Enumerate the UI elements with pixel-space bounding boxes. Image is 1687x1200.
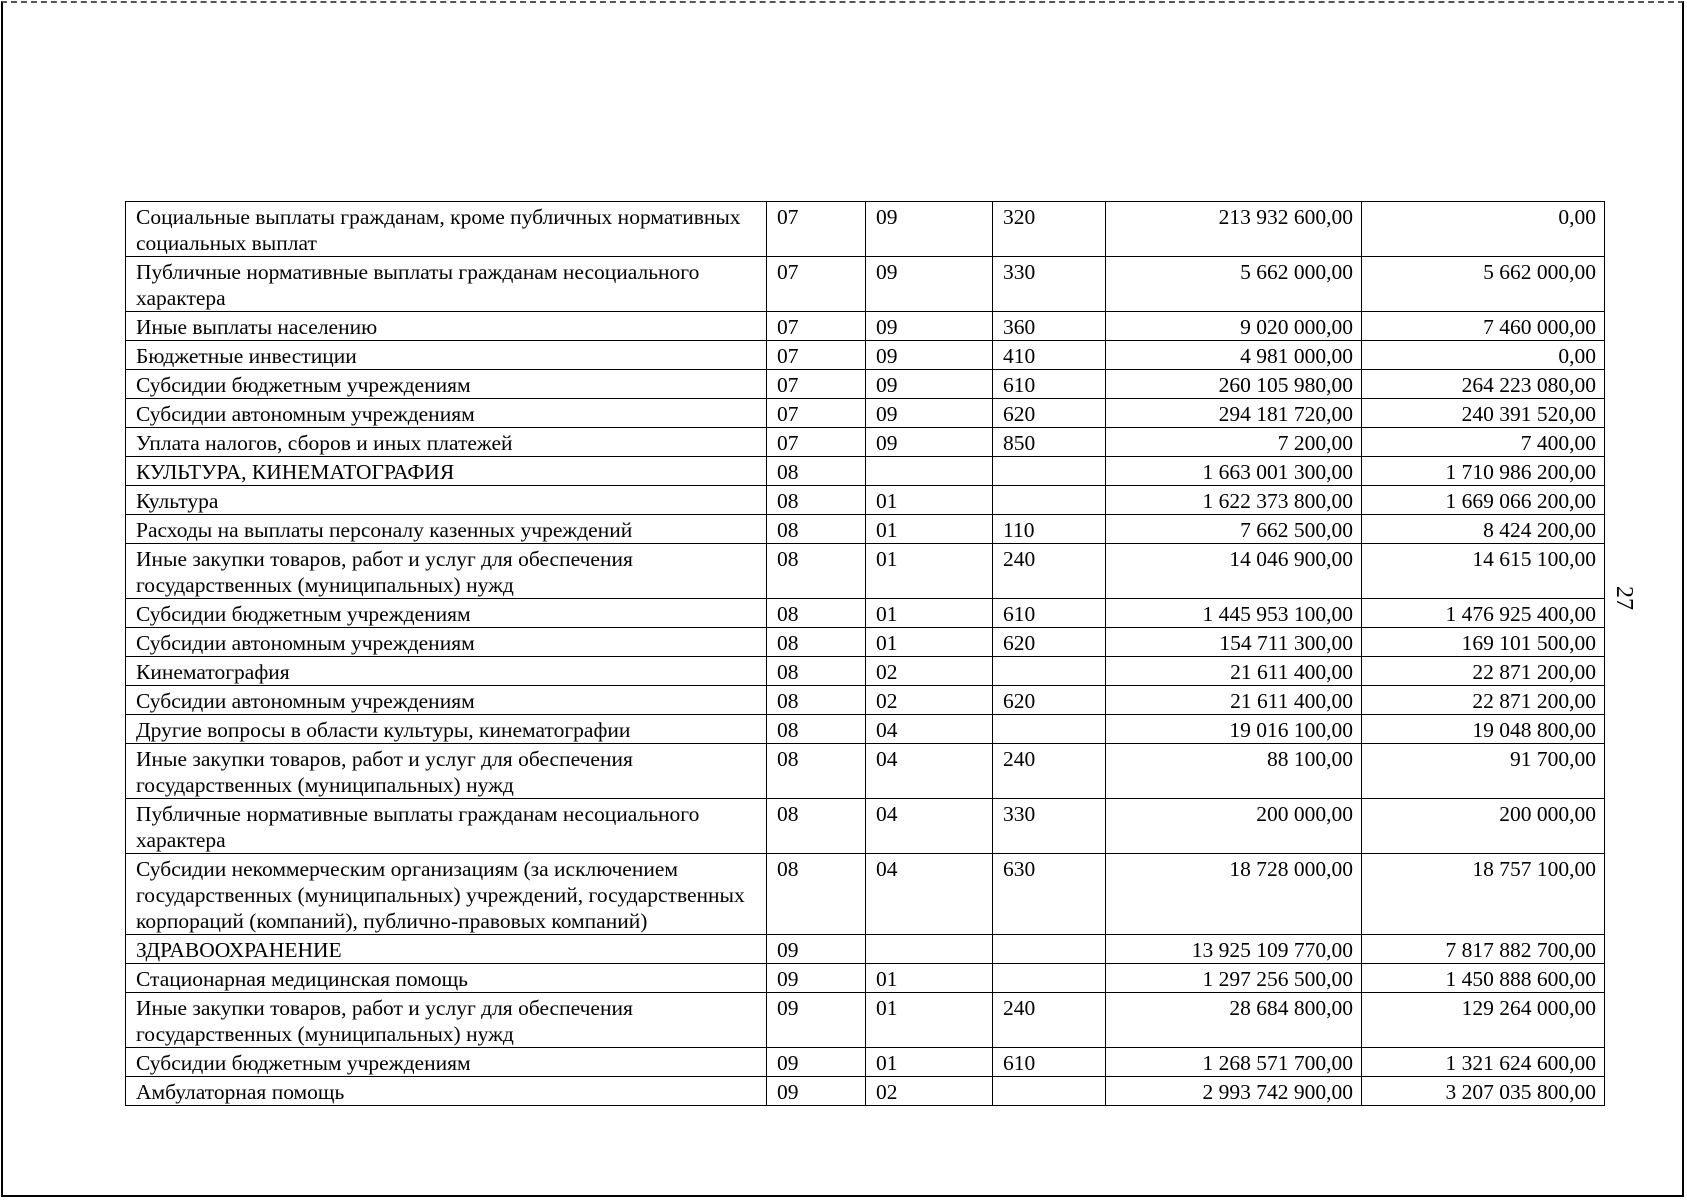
amount-year-2-cell: 22 871 200,00 (1362, 657, 1605, 686)
expense-type-code-cell (993, 935, 1106, 964)
section-code-cell: 08 (767, 515, 866, 544)
amount-year-1-cell: 21 611 400,00 (1106, 686, 1362, 715)
expense-type-code-cell: 630 (993, 854, 1106, 935)
subsection-code-cell: 01 (866, 599, 993, 628)
amount-year-2-cell: 19 048 800,00 (1362, 715, 1605, 744)
section-code-cell: 09 (767, 964, 866, 993)
subsection-code-cell: 04 (866, 715, 993, 744)
amount-year-2-cell: 200 000,00 (1362, 799, 1605, 854)
amount-year-2-cell: 8 424 200,00 (1362, 515, 1605, 544)
amount-year-2-cell: 240 391 520,00 (1362, 399, 1605, 428)
expense-name-cell: Амбулаторная помощь (126, 1077, 767, 1106)
amount-year-1-cell: 28 684 800,00 (1106, 993, 1362, 1048)
expense-type-code-cell: 320 (993, 202, 1106, 257)
table-row (126, 544, 1605, 599)
subsection-code-cell (866, 457, 993, 486)
expense-name-cell: Уплата налогов, сборов и иных платежей (126, 428, 767, 457)
amount-year-2-cell: 1 710 986 200,00 (1362, 457, 1605, 486)
subsection-code-cell: 09 (866, 399, 993, 428)
subsection-code-cell: 01 (866, 964, 993, 993)
amount-year-2-cell: 22 871 200,00 (1362, 686, 1605, 715)
section-code-cell: 08 (767, 457, 866, 486)
subsection-code-cell: 09 (866, 257, 993, 312)
amount-year-1-cell: 88 100,00 (1106, 744, 1362, 799)
expense-type-code-cell: 110 (993, 515, 1106, 544)
table-row (126, 370, 1605, 399)
expense-type-code-cell: 240 (993, 993, 1106, 1048)
section-code-cell: 09 (767, 1077, 866, 1106)
amount-year-1-cell: 14 046 900,00 (1106, 544, 1362, 599)
section-code-cell: 08 (767, 544, 866, 599)
section-code-cell: 08 (767, 854, 866, 935)
section-code-cell: 08 (767, 599, 866, 628)
subsection-code-cell: 02 (866, 1077, 993, 1106)
budget-table (125, 201, 1605, 1106)
expense-type-code-cell: 610 (993, 1048, 1106, 1077)
table-row (126, 657, 1605, 686)
expense-name-cell: Субсидии бюджетным учреждениям (126, 599, 767, 628)
amount-year-2-cell: 264 223 080,00 (1362, 370, 1605, 399)
section-code-cell: 07 (767, 428, 866, 457)
table-row (126, 628, 1605, 657)
section-code-cell: 09 (767, 1048, 866, 1077)
section-code-cell: 07 (767, 370, 866, 399)
expense-type-code-cell: 610 (993, 370, 1106, 399)
table-row (126, 1077, 1605, 1106)
subsection-code-cell: 09 (866, 428, 993, 457)
expense-name-cell: Социальные выплаты гражданам, кроме публичных нормативных социальных выплат (126, 202, 767, 257)
subsection-code-cell: 01 (866, 628, 993, 657)
table-row (126, 993, 1605, 1048)
expense-type-code-cell: 330 (993, 799, 1106, 854)
expense-type-code-cell: 240 (993, 744, 1106, 799)
section-code-cell: 08 (767, 486, 866, 515)
section-code-cell: 08 (767, 686, 866, 715)
section-code-cell: 09 (767, 935, 866, 964)
section-code-cell: 07 (767, 257, 866, 312)
expense-name-cell: Публичные нормативные выплаты гражданам несоциального характера (126, 799, 767, 854)
expense-name-cell: Субсидии бюджетным учреждениям (126, 1048, 767, 1077)
expense-name-cell: Расходы на выплаты персоналу казенных учреждений (126, 515, 767, 544)
amount-year-1-cell: 7 200,00 (1106, 428, 1362, 457)
expense-name-cell: Субсидии автономным учреждениям (126, 628, 767, 657)
expense-name-cell: Другие вопросы в области культуры, кинематографии (126, 715, 767, 744)
subsection-code-cell: 01 (866, 544, 993, 599)
amount-year-1-cell: 4 981 000,00 (1106, 341, 1362, 370)
subsection-code-cell: 04 (866, 799, 993, 854)
expense-name-cell: Субсидии автономным учреждениям (126, 686, 767, 715)
expense-name-cell: Иные выплаты населению (126, 312, 767, 341)
amount-year-2-cell: 91 700,00 (1362, 744, 1605, 799)
budget-table-body (126, 202, 1605, 1106)
amount-year-1-cell: 200 000,00 (1106, 799, 1362, 854)
amount-year-1-cell: 2 993 742 900,00 (1106, 1077, 1362, 1106)
expense-name-cell: ЗДРАВООХРАНЕНИЕ (126, 935, 767, 964)
subsection-code-cell: 09 (866, 312, 993, 341)
amount-year-2-cell: 7 400,00 (1362, 428, 1605, 457)
amount-year-1-cell: 21 611 400,00 (1106, 657, 1362, 686)
subsection-code-cell: 02 (866, 686, 993, 715)
expense-type-code-cell: 410 (993, 341, 1106, 370)
amount-year-2-cell: 3 207 035 800,00 (1362, 1077, 1605, 1106)
amount-year-1-cell: 9 020 000,00 (1106, 312, 1362, 341)
expense-name-cell: Иные закупки товаров, работ и услуг для обеспечения государственных (муниципальных) нужд (126, 993, 767, 1048)
table-row (126, 599, 1605, 628)
amount-year-2-cell: 1 450 888 600,00 (1362, 964, 1605, 993)
expense-type-code-cell: 240 (993, 544, 1106, 599)
subsection-code-cell (866, 935, 993, 964)
expense-name-cell: Бюджетные инвестиции (126, 341, 767, 370)
table-row (126, 715, 1605, 744)
subsection-code-cell: 01 (866, 993, 993, 1048)
expense-type-code-cell (993, 486, 1106, 515)
amount-year-2-cell: 7 817 882 700,00 (1362, 935, 1605, 964)
expense-name-cell: Стационарная медицинская помощь (126, 964, 767, 993)
amount-year-1-cell: 19 016 100,00 (1106, 715, 1362, 744)
expense-type-code-cell (993, 657, 1106, 686)
section-code-cell: 07 (767, 202, 866, 257)
table-row (126, 744, 1605, 799)
table-row (126, 399, 1605, 428)
table-row (126, 312, 1605, 341)
section-code-cell: 07 (767, 399, 866, 428)
expense-type-code-cell: 330 (993, 257, 1106, 312)
expense-type-code-cell (993, 1077, 1106, 1106)
table-row (126, 457, 1605, 486)
subsection-code-cell: 04 (866, 854, 993, 935)
expense-name-cell: Субсидии некоммерческим организациям (за исключением государственных (муниципальных) учреждений, государственных корпораций (компаний), публично-правовых компаний) (126, 854, 767, 935)
amount-year-2-cell: 5 662 000,00 (1362, 257, 1605, 312)
amount-year-2-cell: 0,00 (1362, 341, 1605, 370)
expense-type-code-cell: 850 (993, 428, 1106, 457)
table-row (126, 257, 1605, 312)
amount-year-1-cell: 294 181 720,00 (1106, 399, 1362, 428)
expense-name-cell: КУЛЬТУРА, КИНЕМАТОГРАФИЯ (126, 457, 767, 486)
expense-name-cell: Субсидии бюджетным учреждениям (126, 370, 767, 399)
expense-type-code-cell: 620 (993, 399, 1106, 428)
table-row (126, 515, 1605, 544)
table-row (126, 935, 1605, 964)
section-code-cell: 08 (767, 715, 866, 744)
expense-name-cell: Кинематография (126, 657, 767, 686)
amount-year-2-cell: 7 460 000,00 (1362, 312, 1605, 341)
expense-type-code-cell: 620 (993, 628, 1106, 657)
subsection-code-cell: 02 (866, 657, 993, 686)
section-code-cell: 08 (767, 744, 866, 799)
expense-name-cell: Субсидии автономным учреждениям (126, 399, 767, 428)
page-number: 27 (1611, 586, 1637, 610)
expense-name-cell: Иные закупки товаров, работ и услуг для обеспечения государственных (муниципальных) нужд (126, 744, 767, 799)
table-row (126, 964, 1605, 993)
table-row (126, 686, 1605, 715)
subsection-code-cell: 01 (866, 486, 993, 515)
amount-year-2-cell: 18 757 100,00 (1362, 854, 1605, 935)
amount-year-2-cell: 0,00 (1362, 202, 1605, 257)
amount-year-2-cell: 1 321 624 600,00 (1362, 1048, 1605, 1077)
amount-year-1-cell: 1 663 001 300,00 (1106, 457, 1362, 486)
expense-name-cell: Культура (126, 486, 767, 515)
section-code-cell: 07 (767, 341, 866, 370)
table-row (126, 341, 1605, 370)
section-code-cell: 09 (767, 993, 866, 1048)
expense-type-code-cell (993, 715, 1106, 744)
amount-year-1-cell: 1 268 571 700,00 (1106, 1048, 1362, 1077)
table-row (126, 486, 1605, 515)
subsection-code-cell: 01 (866, 1048, 993, 1077)
subsection-code-cell: 04 (866, 744, 993, 799)
amount-year-1-cell: 1 445 953 100,00 (1106, 599, 1362, 628)
amount-year-1-cell: 13 925 109 770,00 (1106, 935, 1362, 964)
section-code-cell: 08 (767, 657, 866, 686)
amount-year-1-cell: 7 662 500,00 (1106, 515, 1362, 544)
amount-year-1-cell: 260 105 980,00 (1106, 370, 1362, 399)
amount-year-2-cell: 1 669 066 200,00 (1362, 486, 1605, 515)
subsection-code-cell: 09 (866, 370, 993, 399)
section-code-cell: 08 (767, 799, 866, 854)
section-code-cell: 08 (767, 628, 866, 657)
subsection-code-cell: 09 (866, 341, 993, 370)
amount-year-1-cell: 1 622 373 800,00 (1106, 486, 1362, 515)
table-row (126, 1048, 1605, 1077)
expense-type-code-cell: 610 (993, 599, 1106, 628)
expense-name-cell: Иные закупки товаров, работ и услуг для обеспечения государственных (муниципальных) нужд (126, 544, 767, 599)
amount-year-1-cell: 213 932 600,00 (1106, 202, 1362, 257)
amount-year-2-cell: 14 615 100,00 (1362, 544, 1605, 599)
table-row (126, 202, 1605, 257)
amount-year-1-cell: 1 297 256 500,00 (1106, 964, 1362, 993)
amount-year-2-cell: 1 476 925 400,00 (1362, 599, 1605, 628)
expense-type-code-cell (993, 964, 1106, 993)
table-row (126, 799, 1605, 854)
amount-year-2-cell: 129 264 000,00 (1362, 993, 1605, 1048)
amount-year-1-cell: 5 662 000,00 (1106, 257, 1362, 312)
table-row (126, 854, 1605, 935)
section-code-cell: 07 (767, 312, 866, 341)
subsection-code-cell: 01 (866, 515, 993, 544)
expense-type-code-cell (993, 457, 1106, 486)
expense-type-code-cell: 620 (993, 686, 1106, 715)
expense-name-cell: Публичные нормативные выплаты гражданам несоциального характера (126, 257, 767, 312)
amount-year-2-cell: 169 101 500,00 (1362, 628, 1605, 657)
amount-year-1-cell: 154 711 300,00 (1106, 628, 1362, 657)
subsection-code-cell: 09 (866, 202, 993, 257)
expense-type-code-cell: 360 (993, 312, 1106, 341)
table-row (126, 428, 1605, 457)
amount-year-1-cell: 18 728 000,00 (1106, 854, 1362, 935)
